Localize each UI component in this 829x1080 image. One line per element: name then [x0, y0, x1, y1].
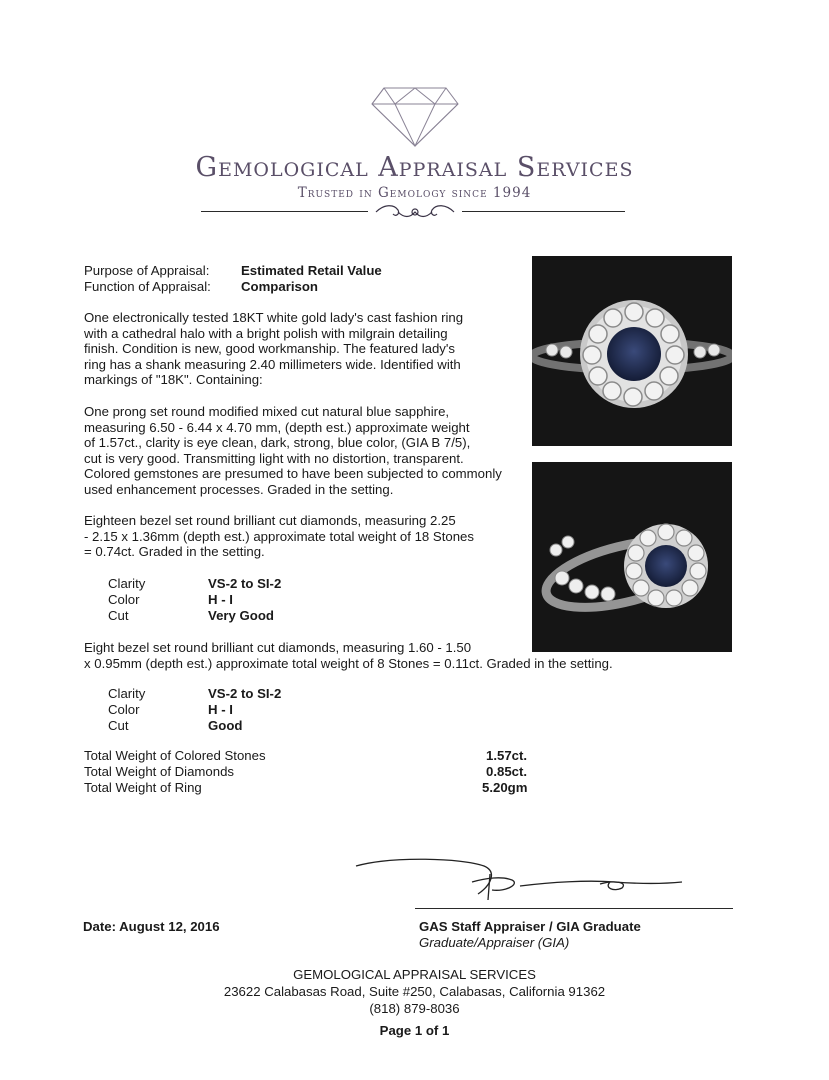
ring-angled-icon: [532, 462, 732, 652]
footer-phone: (818) 879-8036: [369, 1001, 460, 1016]
header-divider-left: [201, 211, 368, 212]
grading-table-2: [108, 686, 281, 734]
function-value: Comparison: [241, 279, 318, 294]
purpose-label: Purpose of Appraisal:: [84, 263, 210, 278]
ring-front-icon: [532, 256, 732, 446]
diamonds-8-description: Eight bezel set round brilliant cut diamonds, measuring 1.60 - 1.50 x 0.95mm (depth est.) approximate total weight of 8 Stones = 0.11ct. Graded in the setting.: [84, 640, 613, 671]
grading-value: H - I: [208, 702, 233, 717]
totals-label: Total Weight of Diamonds: [84, 764, 235, 779]
grading-value: Very Good: [208, 608, 274, 623]
company-name: Gemological Appraisal Services: [195, 152, 634, 183]
grading-label: Cut: [108, 608, 129, 623]
grading-row: [108, 592, 281, 608]
totals-value: 1.57ct.: [486, 748, 528, 763]
grading-table-1: [108, 576, 281, 624]
grading-value: VS-2 to SI-2: [208, 576, 282, 591]
function-label: Function of Appraisal:: [84, 279, 211, 294]
grading-label: Color: [108, 702, 140, 717]
totals-value: 0.85ct.: [486, 764, 528, 779]
footer-company: GEMOLOGICAL APPRAISAL SERVICES: [293, 967, 536, 982]
diamonds-18-description: Eighteen bezel set round brilliant cut diamonds, measuring 2.25 - 2.15 x 1.36mm (depth est.) approximate total weight of 18 Stones = 0.74ct. Graded in the setting.: [84, 513, 474, 560]
totals-value: 5.20gm: [482, 780, 528, 795]
grading-value: VS-2 to SI-2: [208, 686, 282, 701]
totals-label: Total Weight of Ring: [84, 780, 202, 795]
grading-value: H - I: [208, 592, 233, 607]
totals-row: [84, 748, 527, 764]
grading-label: Color: [108, 592, 140, 607]
signature-line: [415, 908, 733, 909]
purpose-row: [84, 263, 382, 279]
purpose-value: Estimated Retail Value: [241, 263, 382, 278]
totals-table: [84, 748, 527, 796]
grading-row: [108, 718, 281, 734]
grading-value: Good: [208, 718, 243, 733]
page-number: Page 1 of 1: [379, 1023, 450, 1038]
footer-address: 23622 Calabasas Road, Suite #250, Calabasas, California 91362: [223, 984, 606, 999]
function-row: [84, 279, 318, 295]
ring-description: One electronically tested 18KT white gold lady's cast fashion ring with a cathedral halo with a bright polish with milgrain detailing finish. Condition is new, good workmanship. The featured lady's ring has a shank measuring 2.40 millimeters wide. Identified with markings of "18K". Containing:: [84, 310, 464, 388]
grading-label: Clarity: [108, 686, 146, 701]
ring-photo-angled: [532, 462, 732, 652]
appraiser-signature: [352, 852, 692, 904]
scroll-ornament-icon: [372, 202, 458, 222]
sapphire-description: One prong set round modified mixed cut natural blue sapphire, measuring 6.50 - 6.44 x 4.70 mm, (depth est.) approximate weight of 1.57ct., clarity is eye clean, dark, strong, blue color, (GIA B 7/5), cut is very good. Transmitting light with no distortion, transparent. Colored gemstones are presumed to have been subjected to commonly used enhancement processes. Graded in the setting.: [84, 404, 502, 497]
appraisal-date: Date: August 12, 2016: [83, 919, 220, 934]
grading-label: Cut: [108, 718, 129, 733]
totals-row: [84, 764, 527, 780]
diamond-logo-icon: [370, 86, 460, 148]
appraiser-subtitle: Graduate/Appraiser (GIA): [419, 935, 570, 950]
totals-label: Total Weight of Colored Stones: [84, 748, 266, 763]
grading-row: [108, 576, 281, 592]
ring-photo-front: [532, 256, 732, 446]
grading-label: Clarity: [108, 576, 146, 591]
totals-row: [84, 780, 527, 796]
grading-row: [108, 608, 281, 624]
header-divider-right: [462, 211, 625, 212]
grading-row: [108, 702, 281, 718]
tagline: Trusted in Gemology since 1994: [297, 185, 532, 201]
appraiser-title: GAS Staff Appraiser / GIA Graduate: [419, 919, 641, 934]
grading-row: [108, 686, 281, 702]
